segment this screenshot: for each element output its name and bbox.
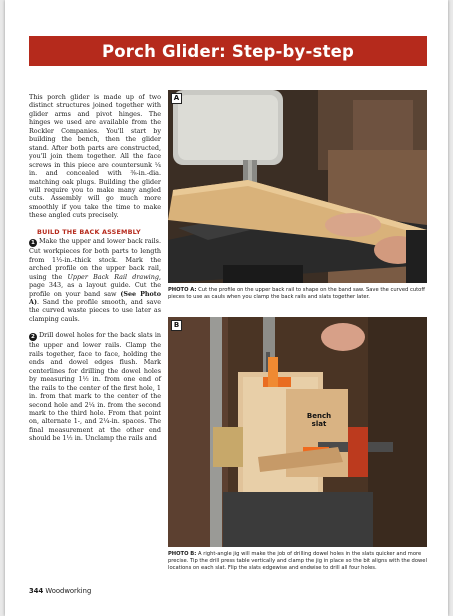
step-1-text-after: . Sand the profile smooth, and save the curved waste pieces to use later as clamping cauls. bbox=[29, 297, 161, 323]
title-banner bbox=[29, 36, 427, 66]
step-number-2: 2 bbox=[29, 333, 37, 341]
step-2-text: Drill dowel holes for the back slats in the upper and lower rails. Clamp the rails together, face to face, holding the ends and dowel edges flush. Mark centerlines for drilling the dowel holes by measuring 1½ in. from one end of the rails to the center of the first hole, 1 in. from that mark to the center of the second hole and 2¼ in. from the second mark to the third hole. From that point on, alternate 1-, and 2¼-in. spaces. The final measurement at the other end should be 1½ in. Unclamp the rails and bbox=[29, 331, 161, 443]
drill-press-photo-image bbox=[168, 317, 427, 547]
photo-b-tag: B bbox=[171, 320, 182, 331]
step-1-photo-reference: (See Photo A) bbox=[29, 289, 161, 306]
step-1-text-before: Make the upper and lower back rails. Cut workpieces for both parts to length from 1½-in.-thick stock. Mark the arched profile on the upper back rail, using the bbox=[29, 237, 161, 281]
photo-a-band-saw bbox=[168, 90, 427, 283]
photo-a-caption-label: PHOTO A: bbox=[168, 287, 197, 293]
bench-slat-callout: Bench slat bbox=[306, 412, 332, 428]
photo-b-caption bbox=[168, 551, 427, 572]
section-heading: BUILD THE BACK ASSEMBLY bbox=[37, 227, 141, 236]
step-number-1: 1 bbox=[29, 239, 37, 247]
step-1-text-middle: , page 343, as a layout guide. Cut the profile on your band saw bbox=[29, 272, 161, 298]
intro-paragraph: This porch glider is made up of two distinct structures joined together with glider arms and pivot hinges. The hinges we used are available from the Rockler Companies. You'll start by building the bench, then the glider stand. After both parts are constructed, you'll join them together. All the face screws in this piece are countersunk ¼ in. and concealed with ⅜-in.-dia. matching oak plugs. Building the glider will require you to make many angled cuts. Assembly will go much more smoothly if you take the time to make these angled cuts precisely. bbox=[29, 93, 161, 220]
body-text-column bbox=[29, 93, 161, 451]
photo-b-caption-label: PHOTO B: bbox=[168, 551, 197, 557]
photo-a-caption-text: Cut the profile on the upper back rail to shape on the band saw. Save the curved cutoff pieces to use as cauls when you clamp the back rails and slats together later. bbox=[168, 287, 425, 301]
page-title: Porch Glider: Step-by-step bbox=[101, 41, 355, 61]
magazine-page bbox=[5, 0, 448, 616]
band-saw-photo-image bbox=[168, 90, 427, 283]
photo-a-caption bbox=[168, 287, 427, 301]
step-1-drawing-reference: Upper Back Rail drawing bbox=[67, 272, 159, 281]
step-2 bbox=[29, 331, 161, 442]
step-1 bbox=[29, 237, 161, 323]
page-footer bbox=[29, 587, 91, 595]
photo-b-caption-text: A right-angle jig will make the job of drilling dowel holes in the slats quicker and more precise. Tip the drill press table vertically and clamp the jig in place so the bit aligns with the dowel locations on each slat. Flip the slats edgewise and endwise to drill all four holes. bbox=[168, 551, 427, 572]
footer-section-name: Woodworking bbox=[45, 587, 92, 595]
photo-a-tag: A bbox=[171, 93, 182, 104]
page-number: 344 bbox=[29, 587, 44, 595]
photo-b-drill-press-jig bbox=[168, 317, 427, 547]
